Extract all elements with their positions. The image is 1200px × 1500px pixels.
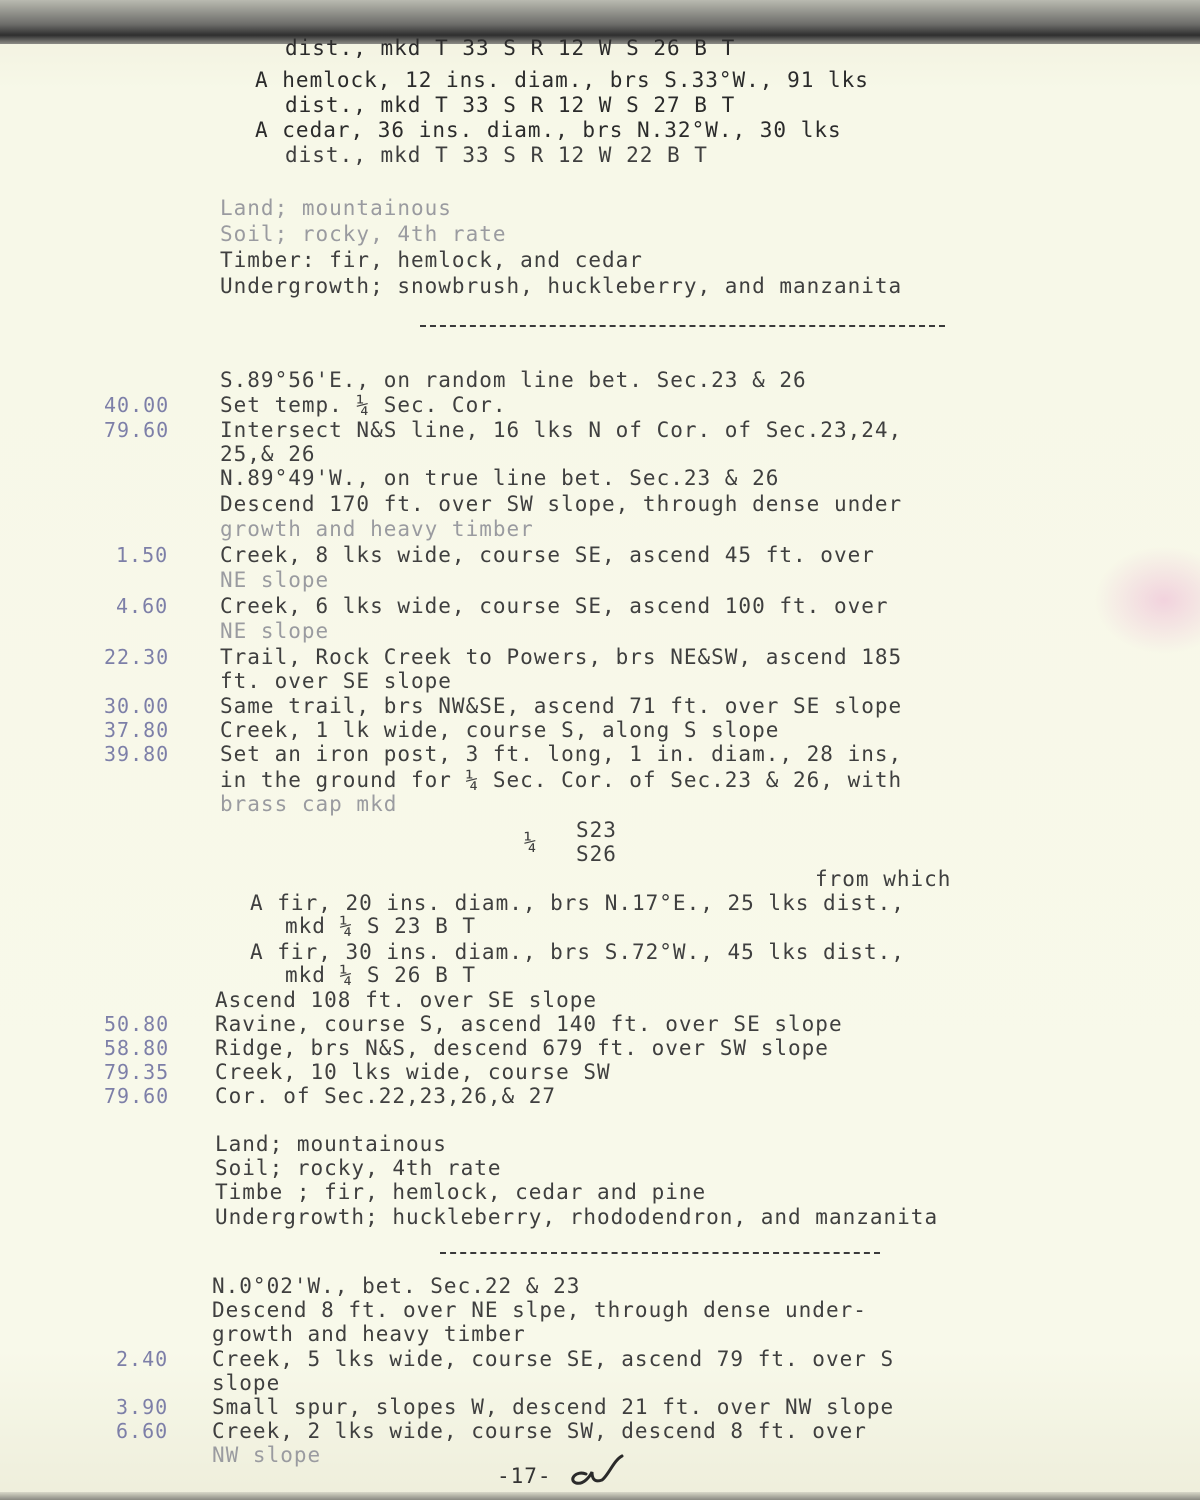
header-line: A cedar, 36 ins. diam., brs N.32°W., 30 lks: [255, 118, 842, 142]
survey-entry: Descend 170 ft. over SW slope, through dense under: [220, 492, 903, 516]
survey-entry: brass cap mkd: [220, 792, 398, 816]
header-line: dist., mkd T 33 S R 12 W S 26 B T: [285, 36, 736, 60]
bearing-tree-entry: A fir, 20 ins. diam., brs N.17°E., 25 lks dist.,: [250, 891, 905, 915]
soil-description: Soil; rocky, 4th rate: [220, 222, 507, 246]
survey-entry: growth and heavy timber: [212, 1322, 526, 1346]
survey-entry: S.89°56'E., on random line bet. Sec.23 & 26: [220, 368, 807, 392]
chain-distance: 4.60: [116, 594, 169, 618]
chain-distance: 40.00: [104, 393, 170, 417]
chain-distance: 6.60: [116, 1419, 169, 1443]
chain-distance: 79.60: [104, 418, 170, 442]
chain-distance: 22.30: [104, 645, 170, 669]
land-description: Land; mountainous: [215, 1132, 447, 1156]
survey-entry: N.89°49'W., on true line bet. Sec.23 & 26: [220, 466, 780, 490]
undergrowth-description: Undergrowth; huckleberry, rhododendron, and manzanita: [215, 1205, 939, 1229]
header-line: A hemlock, 12 ins. diam., brs S.33°W., 91 lks: [255, 68, 869, 92]
survey-entry: N.0°02'W., bet. Sec.22 & 23: [212, 1274, 581, 1298]
survey-entry: ft. over SE slope: [220, 669, 452, 693]
survey-entry: NE slope: [220, 619, 330, 643]
survey-entry: Small spur, slopes W, descend 21 ft. over NW slope: [212, 1395, 895, 1419]
survey-entry: slope: [212, 1371, 281, 1395]
survey-entry: Descend 8 ft. over NE slpe, through dense under-: [212, 1298, 867, 1322]
page-number: -17-: [497, 1464, 552, 1488]
brass-cap-marking-top: S23: [576, 818, 617, 842]
brass-cap-quarter: ¼: [524, 830, 538, 854]
handwritten-initial: [562, 1450, 632, 1490]
survey-entry: Creek, 6 lks wide, course SE, ascend 100 ft. over: [220, 594, 889, 618]
chain-distance: 79.35: [104, 1060, 170, 1084]
survey-entry: NW slope: [212, 1443, 322, 1467]
chain-distance: 39.80: [104, 742, 170, 766]
chain-distance: 3.90: [116, 1395, 169, 1419]
from-which-label: from which: [815, 867, 952, 891]
header-line: dist., mkd T 33 S R 12 W S 27 B T: [285, 93, 736, 117]
survey-entry: Set an iron post, 3 ft. long, 1 in. diam., 28 ins,: [220, 742, 903, 766]
survey-entry: Ascend 108 ft. over SE slope: [215, 988, 598, 1012]
survey-entry: Same trail, brs NW&SE, ascend 71 ft. over SE slope: [220, 694, 903, 718]
chain-distance: 37.80: [104, 718, 170, 742]
survey-entry: Creek, 2 lks wide, course SW, descend 8 ft. over: [212, 1419, 867, 1443]
survey-entry: Ravine, course S, ascend 140 ft. over SE slope: [215, 1012, 843, 1036]
chain-distance: 50.80: [104, 1012, 170, 1036]
undergrowth-description: Undergrowth; snowbrush, huckleberry, and manzanita: [220, 274, 903, 298]
chain-distance: 2.40: [116, 1347, 169, 1371]
chain-distance: 30.00: [104, 694, 170, 718]
survey-entry: Intersect N&S line, 16 lks N of Cor. of Sec.23,24,: [220, 418, 903, 442]
survey-entry: Trail, Rock Creek to Powers, brs NE&SW, ascend 185: [220, 645, 903, 669]
survey-entry: Creek, 1 lk wide, course S, along S slope: [220, 718, 780, 742]
survey-entry: Cor. of Sec.22,23,26,& 27: [215, 1084, 557, 1108]
scan-edge: [0, 1492, 1200, 1500]
bearing-tree-marking: mkd ¼ S 23 B T: [285, 914, 477, 938]
soil-description: Soil; rocky, 4th rate: [215, 1156, 502, 1180]
timber-description: Timbe ; fir, hemlock, cedar and pine: [215, 1180, 707, 1204]
survey-entry: Set temp. ¼ Sec. Cor.: [220, 393, 507, 417]
survey-entry: in the ground for ¼ Sec. Cor. of Sec.23 & 26, with: [220, 768, 903, 792]
timber-description: Timber: fir, hemlock, and cedar: [220, 248, 643, 272]
chain-distance: 58.80: [104, 1036, 170, 1060]
chain-distance: 79.60: [104, 1084, 170, 1108]
survey-entry: growth and heavy timber: [220, 517, 534, 541]
survey-entry: Creek, 8 lks wide, course SE, ascend 45 ft. over: [220, 543, 875, 567]
survey-entry: Ridge, brs N&S, descend 679 ft. over SW slope: [215, 1036, 829, 1060]
section-divider: [420, 325, 945, 327]
bearing-tree-marking: mkd ¼ S 26 B T: [285, 963, 477, 987]
survey-entry: Creek, 10 lks wide, course SW: [215, 1060, 611, 1084]
brass-cap-marking-bottom: S26: [576, 842, 617, 866]
survey-entry: NE slope: [220, 568, 330, 592]
header-line: dist., mkd T 33 S R 12 W 22 B T: [285, 143, 708, 167]
bearing-tree-entry: A fir, 30 ins. diam., brs S.72°W., 45 lks dist.,: [250, 940, 905, 964]
section-divider: [440, 1252, 880, 1254]
chain-distance: 1.50: [116, 543, 169, 567]
land-description: Land; mountainous: [220, 196, 452, 220]
survey-entry: 25,& 26: [220, 442, 316, 466]
survey-entry: Creek, 5 lks wide, course SE, ascend 79 ft. over S: [212, 1347, 895, 1371]
